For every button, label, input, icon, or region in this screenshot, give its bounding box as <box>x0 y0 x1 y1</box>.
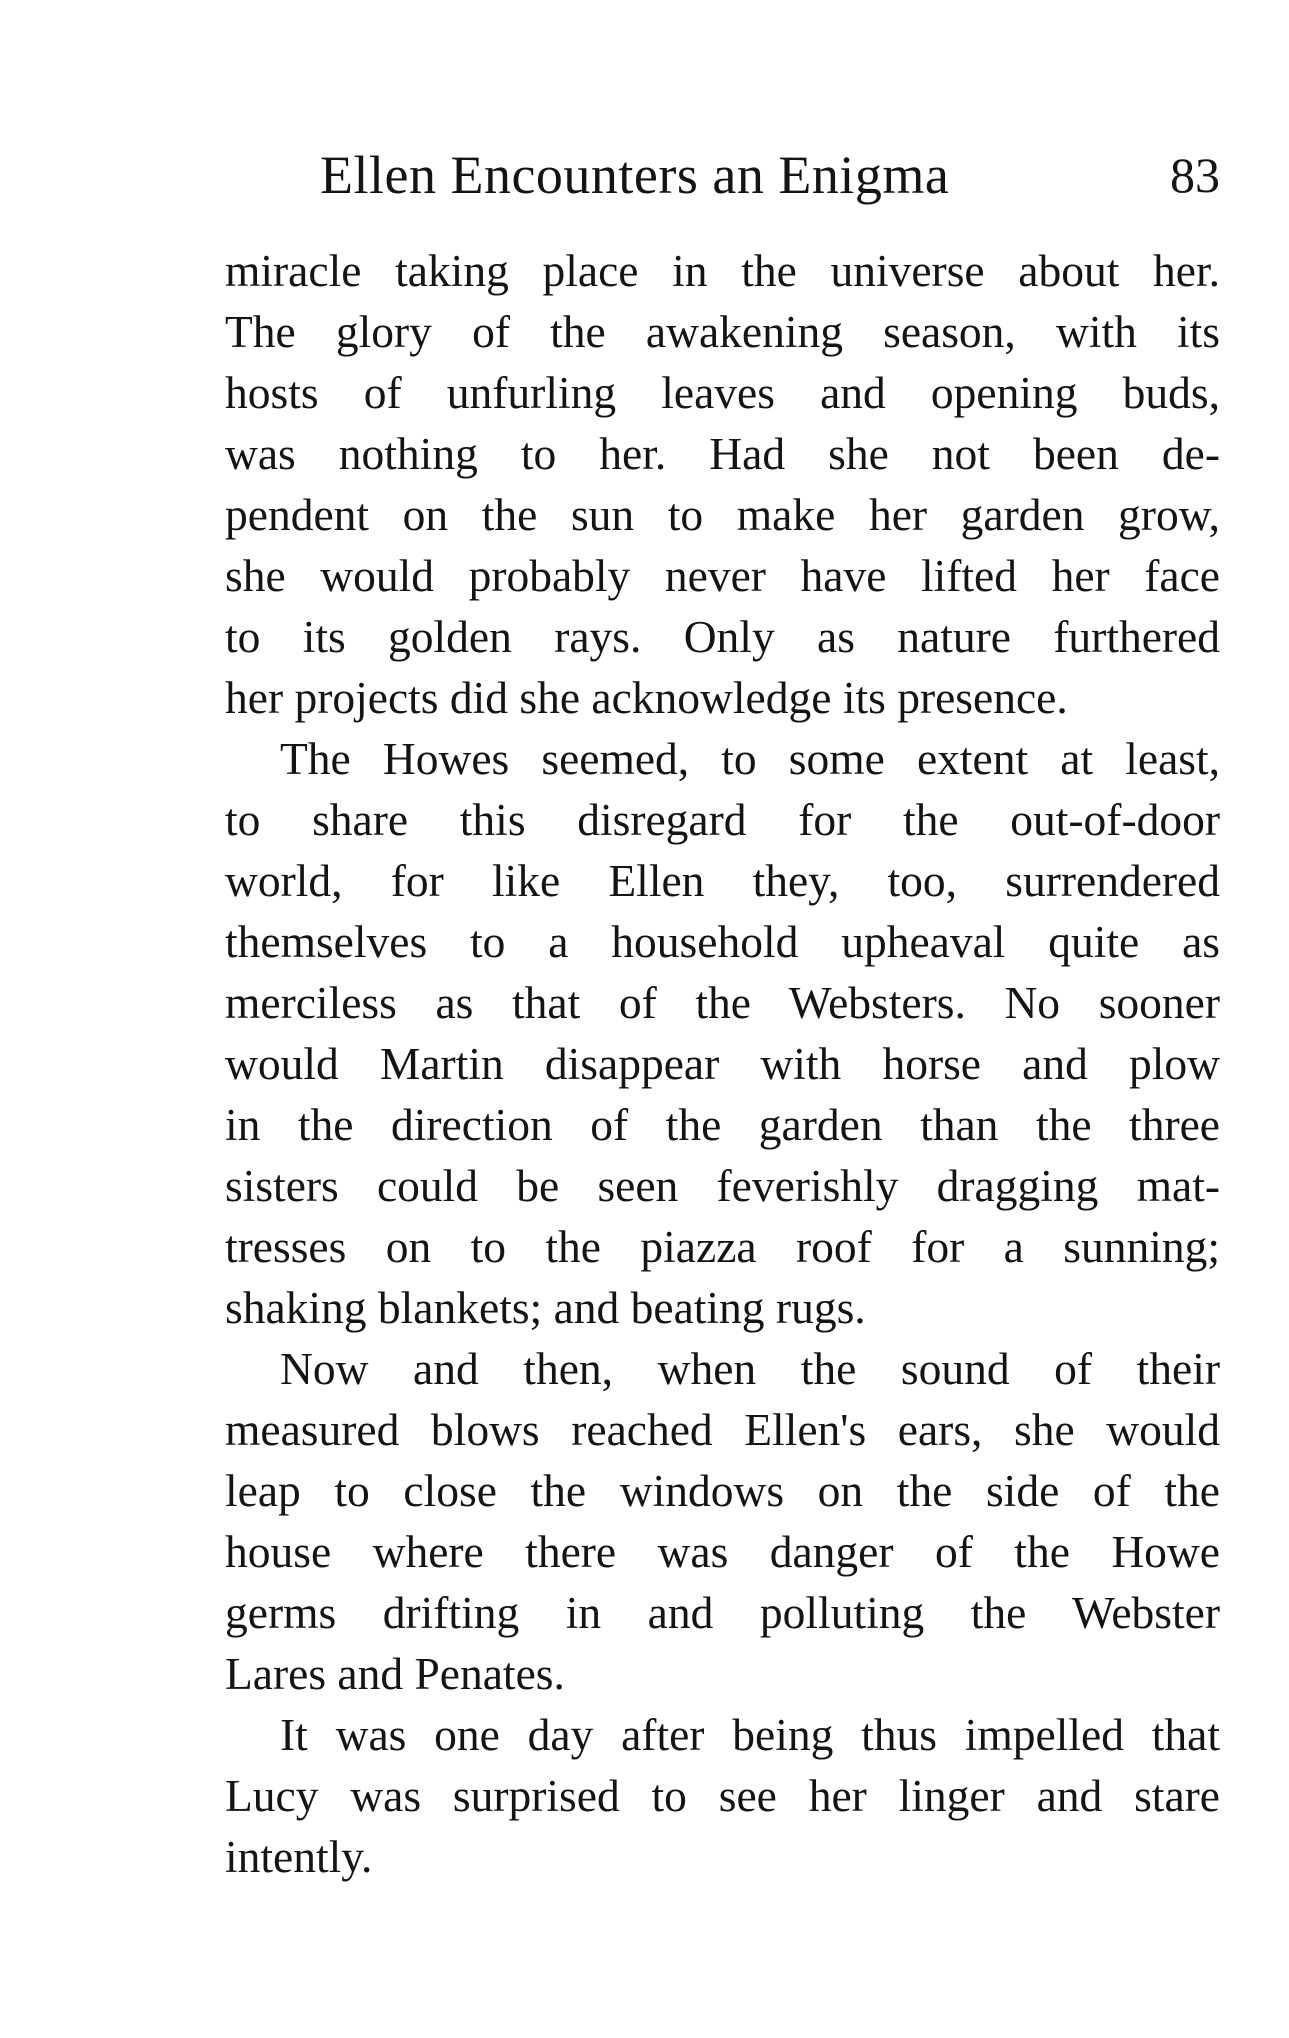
text-line: to share this disregard for the out-of-door <box>225 794 1220 845</box>
text-line: hosts of unfurling leaves and opening buds, <box>225 367 1220 418</box>
text-line: The Howes seemed, to some extent at least, <box>280 733 1220 784</box>
text-line: It was one day after being thus impelled that <box>280 1709 1220 1760</box>
text-line: her projects did she acknowledge its presence. <box>225 672 1068 723</box>
text-line: The glory of the awakening season, with its <box>225 306 1220 357</box>
paragraph-1 <box>225 240 1220 728</box>
page-body <box>225 240 1220 1887</box>
text-line: leap to close the windows on the side of the <box>225 1465 1220 1516</box>
text-line: world, for like Ellen they, too, surrendered <box>225 855 1220 906</box>
text-line: measured blows reached Ellen's ears, she would <box>225 1404 1220 1455</box>
text-line: she would probably never have lifted her face <box>225 550 1220 601</box>
text-line: in the direction of the garden than the three <box>225 1099 1220 1150</box>
text-line: was nothing to her. Had she not been de- <box>225 428 1220 479</box>
paragraph-4 <box>225 1704 1220 1887</box>
paragraph-3 <box>225 1338 1220 1704</box>
text-line: Lares and Penates. <box>225 1648 565 1699</box>
text-line: Now and then, when the sound of their <box>280 1343 1220 1394</box>
text-line: miracle taking place in the universe about her. <box>225 245 1220 296</box>
page-header <box>320 140 1220 210</box>
text-line: to its golden rays. Only as nature furthered <box>225 611 1220 662</box>
page-number: 83 <box>1170 147 1220 203</box>
text-line: would Martin disappear with horse and plow <box>225 1038 1220 1089</box>
running-head: Ellen Encounters an Enigma <box>320 145 950 205</box>
text-line: sisters could be seen feverishly dragging mat- <box>225 1160 1220 1211</box>
text-line: themselves to a household upheaval quite as <box>225 916 1220 967</box>
text-line: germs drifting in and polluting the Webster <box>225 1587 1220 1638</box>
paragraph-2 <box>225 728 1220 1338</box>
text-line: pendent on the sun to make her garden grow, <box>225 489 1220 540</box>
text-line: house where there was danger of the Howe <box>225 1526 1220 1577</box>
text-line: tresses on to the piazza roof for a sunning; <box>225 1221 1220 1272</box>
text-line: shaking blankets; and beating rugs. <box>225 1282 866 1333</box>
text-line: Lucy was surprised to see her linger and stare <box>225 1770 1220 1821</box>
text-line: intently. <box>225 1831 373 1882</box>
text-line: merciless as that of the Websters. No sooner <box>225 977 1220 1028</box>
